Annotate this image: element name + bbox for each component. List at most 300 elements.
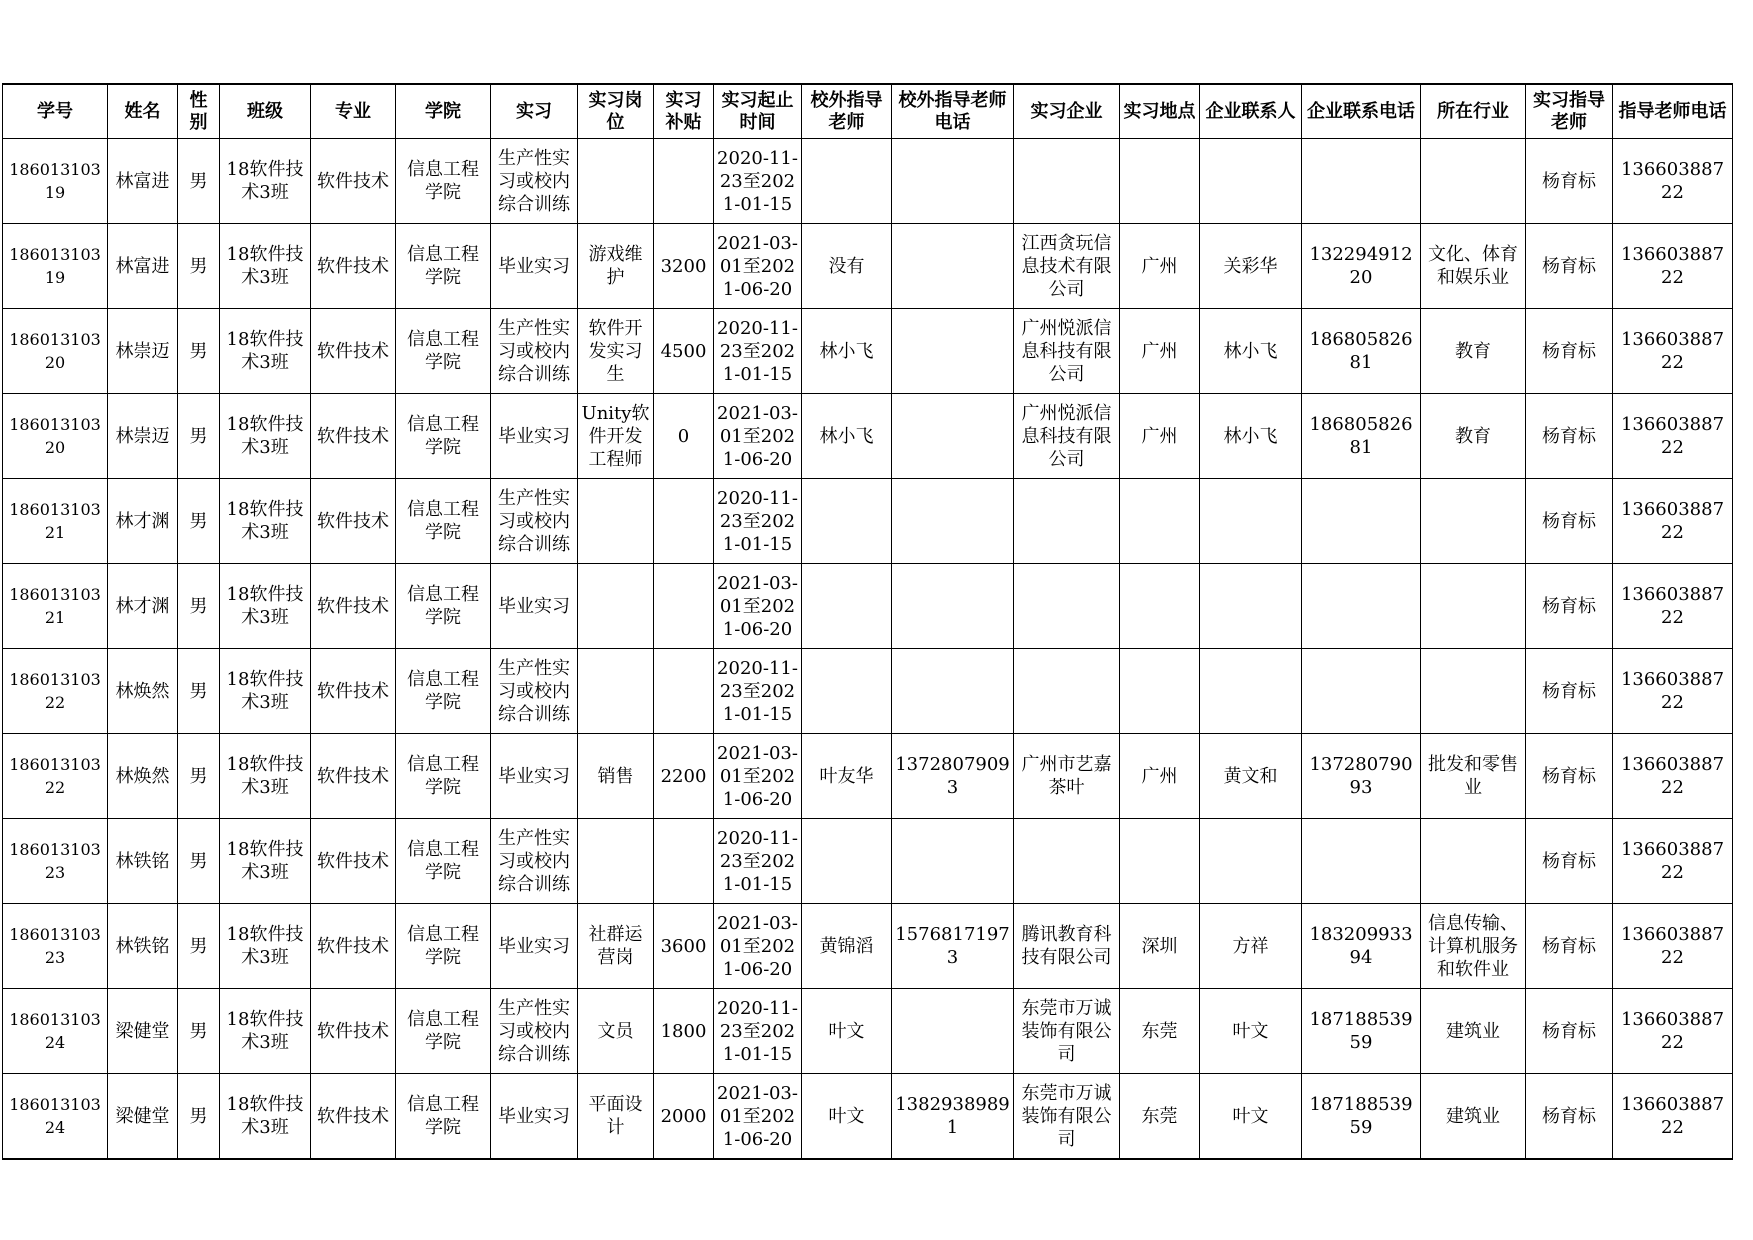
table-cell: [1421, 309, 1526, 394]
cell-text: 杨育标: [1542, 1105, 1596, 1127]
table-cell: [1014, 734, 1120, 819]
table-cell: [1421, 734, 1526, 819]
table-cell: [311, 989, 396, 1074]
table-cell: [491, 904, 578, 989]
table-cell: [802, 394, 892, 479]
cell-text: 信息工程学院: [407, 924, 479, 968]
cell-text: 18601310321: [9, 500, 101, 542]
cell-text: 教育: [1455, 425, 1491, 447]
table-cell: [178, 224, 220, 309]
cell-text: 梁健堂: [115, 1105, 170, 1127]
cell-text: 18软件技术3班: [226, 414, 304, 458]
cell-text: 13229491220: [1309, 244, 1413, 288]
cell-text: 18软件技术3班: [226, 924, 304, 968]
cell-text: 广州: [1141, 765, 1178, 787]
internship-table: [2, 83, 1733, 1160]
table-cell: [892, 564, 1014, 649]
table-cell: [108, 989, 178, 1074]
cell-text: 叶友华: [819, 765, 874, 787]
table-cell: [1200, 989, 1302, 1074]
cell-text: 13660388722: [1620, 159, 1725, 203]
cell-text: 批发和零售业: [1428, 754, 1518, 798]
table-cell: [578, 1074, 654, 1160]
cell-text: 软件技术: [317, 1105, 389, 1127]
table-row: [3, 479, 1733, 564]
cell-text: 杨育标: [1542, 510, 1596, 532]
cell-text: 信息工程学院: [407, 1094, 479, 1138]
table-cell: [311, 309, 396, 394]
cell-text: 软件开发实习生: [588, 317, 643, 385]
cell-text: 男: [189, 595, 208, 617]
table-cell: [1120, 139, 1200, 224]
table-row: [3, 564, 1733, 649]
table-cell: [178, 394, 220, 479]
table-cell: [654, 989, 714, 1074]
table-cell: [3, 989, 108, 1074]
table-cell: [491, 564, 578, 649]
cell-text: 杨育标: [1542, 170, 1596, 192]
cell-text: 18601310322: [9, 670, 101, 712]
cell-text: 林才渊: [115, 510, 170, 532]
table-cell: [1200, 394, 1302, 479]
cell-text: 杨育标: [1542, 935, 1596, 957]
cell-text: 毕业实习: [498, 765, 570, 787]
table-cell: [491, 309, 578, 394]
cell-text: 毕业实习: [498, 595, 570, 617]
table-cell: [220, 394, 311, 479]
column-header: 实习企业: [1014, 84, 1120, 139]
table-row: [3, 734, 1733, 819]
cell-text: 软件技术: [317, 340, 389, 362]
table-cell: [1613, 139, 1733, 224]
table-row: [3, 309, 1733, 394]
cell-text: 信息传输、计算机服务和软件业: [1428, 912, 1518, 980]
cell-text: 软件技术: [317, 170, 389, 192]
table-cell: [1200, 904, 1302, 989]
column-header: 校外指导老师电话: [892, 84, 1014, 139]
table-cell: [3, 139, 108, 224]
table-cell: [491, 479, 578, 564]
table-cell: [491, 394, 578, 479]
cell-text: 男: [189, 340, 208, 362]
cell-text: 信息工程学院: [407, 669, 479, 713]
table-cell: [178, 989, 220, 1074]
cell-text: 生产性实习或校内综合训练: [498, 317, 570, 385]
table-cell: [220, 734, 311, 819]
table-cell: [1613, 479, 1733, 564]
cell-text: 2021-03-01至2021-06-20: [717, 1082, 798, 1150]
table-cell: [714, 139, 802, 224]
table-cell: [220, 564, 311, 649]
table-cell: [1302, 564, 1421, 649]
cell-text: 叶文: [828, 1105, 865, 1127]
table-cell: [578, 989, 654, 1074]
table-cell: [396, 309, 491, 394]
cell-text: 信息工程学院: [407, 499, 479, 543]
cell-text: 13829389891: [895, 1094, 1010, 1138]
cell-text: 0: [677, 425, 690, 447]
table-cell: [1421, 564, 1526, 649]
cell-text: 13660388722: [1620, 244, 1725, 288]
cell-text: 男: [189, 765, 208, 787]
table-cell: [892, 479, 1014, 564]
table-cell: [654, 394, 714, 479]
cell-text: 13660388722: [1620, 329, 1725, 373]
column-header: 实习岗位: [578, 84, 654, 139]
table-cell: [220, 139, 311, 224]
table-cell: [892, 224, 1014, 309]
table-cell: [802, 819, 892, 904]
table-cell: [1014, 904, 1120, 989]
cell-text: 广州: [1141, 340, 1178, 362]
cell-text: 2020-11-23至2021-01-15: [717, 317, 798, 385]
cell-text: 18软件技术3班: [226, 159, 304, 203]
cell-text: 毕业实习: [498, 935, 570, 957]
table-cell: [892, 394, 1014, 479]
cell-text: 13660388722: [1620, 669, 1725, 713]
cell-text: 男: [189, 255, 208, 277]
table-cell: [108, 394, 178, 479]
table-cell: [714, 989, 802, 1074]
cell-text: 东莞: [1141, 1105, 1178, 1127]
cell-text: 2021-03-01至2021-06-20: [717, 232, 798, 300]
table-cell: [396, 819, 491, 904]
cell-text: 2021-03-01至2021-06-20: [717, 742, 798, 810]
table-cell: [396, 479, 491, 564]
cell-text: 教育: [1455, 340, 1491, 362]
table-cell: [714, 309, 802, 394]
cell-text: 林小飞: [1223, 425, 1278, 447]
table-cell: [1200, 309, 1302, 394]
table-cell: [802, 1074, 892, 1160]
column-header: 姓名: [108, 84, 178, 139]
cell-text: 林小飞: [1223, 340, 1278, 362]
cell-text: 东莞市万诚装饰有限公司: [1021, 1082, 1112, 1150]
table-cell: [892, 904, 1014, 989]
cell-text: 18680582681: [1309, 329, 1413, 373]
cell-text: 男: [189, 680, 208, 702]
cell-text: 信息工程学院: [407, 584, 479, 628]
cell-text: 林富进: [115, 255, 170, 277]
column-header: 企业联系电话: [1302, 84, 1421, 139]
table-cell: [714, 224, 802, 309]
table-cell: [3, 819, 108, 904]
table-cell: [802, 904, 892, 989]
table-cell: [1302, 904, 1421, 989]
table-cell: [108, 139, 178, 224]
cell-text: 18680582681: [1309, 414, 1413, 458]
table-cell: [108, 564, 178, 649]
cell-text: 软件技术: [317, 765, 389, 787]
cell-text: 信息工程学院: [407, 754, 479, 798]
cell-text: 信息工程学院: [407, 244, 479, 288]
cell-text: 2021-03-01至2021-06-20: [717, 402, 798, 470]
table-cell: [1120, 224, 1200, 309]
table-cell: [1120, 564, 1200, 649]
table-cell: [1200, 734, 1302, 819]
table-cell: [178, 309, 220, 394]
table-cell: [3, 1074, 108, 1160]
table-body: [3, 139, 1733, 1160]
table-cell: [1014, 479, 1120, 564]
cell-text: 叶文: [1232, 1020, 1269, 1042]
cell-text: 销售: [597, 765, 634, 787]
table-cell: [108, 904, 178, 989]
table-cell: [654, 479, 714, 564]
table-cell: [108, 819, 178, 904]
table-cell: [578, 479, 654, 564]
table-cell: [220, 224, 311, 309]
table-cell: [654, 564, 714, 649]
cell-text: 杨育标: [1542, 340, 1596, 362]
table-cell: [1200, 139, 1302, 224]
cell-text: 13660388722: [1620, 1094, 1725, 1138]
table-cell: [108, 649, 178, 734]
cell-text: 建筑业: [1446, 1105, 1500, 1127]
cell-text: 林才渊: [115, 595, 170, 617]
table-cell: [220, 649, 311, 734]
table-cell: [491, 1074, 578, 1160]
cell-text: 男: [189, 850, 208, 872]
table-cell: [578, 649, 654, 734]
cell-text: 18601310323: [9, 925, 101, 967]
table-cell: [1613, 564, 1733, 649]
cell-text: 生产性实习或校内综合训练: [498, 147, 570, 215]
table-cell: [1613, 989, 1733, 1074]
table-cell: [1014, 139, 1120, 224]
cell-text: 18601310320: [9, 415, 101, 457]
cell-text: 东莞市万诚装饰有限公司: [1021, 997, 1112, 1065]
table-cell: [311, 479, 396, 564]
cell-text: 男: [189, 1020, 208, 1042]
cell-text: 4500: [660, 340, 707, 362]
table-cell: [1302, 479, 1421, 564]
table-row: [3, 224, 1733, 309]
cell-text: 2021-03-01至2021-06-20: [717, 572, 798, 640]
cell-text: 林富进: [115, 170, 170, 192]
cell-text: 关彩华: [1223, 255, 1278, 277]
cell-text: 杨育标: [1542, 680, 1596, 702]
table-cell: [1200, 819, 1302, 904]
table-cell: [802, 309, 892, 394]
table-cell: [1120, 1074, 1200, 1160]
table-cell: [311, 734, 396, 819]
table-cell: [1014, 394, 1120, 479]
table-cell: [396, 649, 491, 734]
cell-text: 游戏维护: [588, 244, 643, 288]
table-row: [3, 904, 1733, 989]
cell-text: 广州市艺嘉茶叶: [1021, 754, 1112, 798]
table-cell: [3, 309, 108, 394]
table-cell: [1526, 479, 1613, 564]
table-cell: [178, 564, 220, 649]
table-cell: [578, 904, 654, 989]
table-cell: [1421, 819, 1526, 904]
column-header: 学院: [396, 84, 491, 139]
table-cell: [1014, 564, 1120, 649]
cell-text: 2020-11-23至2021-01-15: [717, 487, 798, 555]
table-cell: [578, 224, 654, 309]
cell-text: 林焕然: [115, 680, 170, 702]
cell-text: 毕业实习: [498, 1105, 570, 1127]
table-cell: [396, 989, 491, 1074]
column-header: 专业: [311, 84, 396, 139]
table-cell: [714, 394, 802, 479]
table-cell: [714, 734, 802, 819]
column-header: 企业联系人: [1200, 84, 1302, 139]
table-cell: [108, 309, 178, 394]
cell-text: 软件技术: [317, 1020, 389, 1042]
table-cell: [491, 224, 578, 309]
cell-text: 林小飞: [819, 340, 874, 362]
column-header: 实习指导老师: [1526, 84, 1613, 139]
cell-text: 杨育标: [1542, 850, 1596, 872]
cell-text: 腾讯教育科技有限公司: [1021, 924, 1112, 968]
table-cell: [1302, 989, 1421, 1074]
table-cell: [1421, 394, 1526, 479]
table-cell: [220, 479, 311, 564]
table-cell: [1200, 564, 1302, 649]
table-cell: [892, 139, 1014, 224]
cell-text: 广州: [1141, 425, 1178, 447]
cell-text: 杨育标: [1542, 425, 1596, 447]
table-cell: [1302, 309, 1421, 394]
cell-text: 男: [189, 170, 208, 192]
table-cell: [108, 479, 178, 564]
cell-text: 18软件技术3班: [226, 329, 304, 373]
table-cell: [1014, 819, 1120, 904]
table-cell: [311, 819, 396, 904]
table-cell: [178, 139, 220, 224]
table-cell: [491, 649, 578, 734]
table-cell: [396, 139, 491, 224]
cell-text: 叶文: [1232, 1105, 1269, 1127]
cell-text: 18601310321: [9, 585, 101, 627]
table-cell: [1200, 479, 1302, 564]
table-cell: [1526, 224, 1613, 309]
cell-text: 林崇迈: [115, 340, 170, 362]
table-cell: [714, 1074, 802, 1160]
cell-text: 18601310319: [9, 245, 101, 287]
table-cell: [714, 649, 802, 734]
table-cell: [311, 1074, 396, 1160]
table-cell: [654, 224, 714, 309]
cell-text: 18601310324: [9, 1095, 101, 1137]
cell-text: 18软件技术3班: [226, 669, 304, 713]
cell-text: 2020-11-23至2021-01-15: [717, 147, 798, 215]
table-cell: [578, 564, 654, 649]
table-cell: [1421, 139, 1526, 224]
cell-text: 男: [189, 1105, 208, 1127]
cell-text: 18601310324: [9, 1010, 101, 1052]
table-cell: [1421, 904, 1526, 989]
table-cell: [578, 139, 654, 224]
cell-text: 软件技术: [317, 680, 389, 702]
table-cell: [3, 649, 108, 734]
table-cell: [1613, 309, 1733, 394]
cell-text: 杨育标: [1542, 255, 1596, 277]
table-header: [3, 84, 1733, 139]
table-cell: [1526, 1074, 1613, 1160]
table-cell: [1120, 309, 1200, 394]
cell-text: 文员: [597, 1020, 634, 1042]
cell-text: 男: [189, 935, 208, 957]
table-cell: [311, 394, 396, 479]
table-row: [3, 989, 1733, 1074]
table-cell: [3, 224, 108, 309]
table-cell: [220, 904, 311, 989]
table-cell: [1613, 734, 1733, 819]
table-cell: [802, 564, 892, 649]
table-cell: [714, 819, 802, 904]
column-header: 所在行业: [1421, 84, 1526, 139]
table-cell: [1200, 649, 1302, 734]
column-header: 实习: [491, 84, 578, 139]
table-cell: [714, 479, 802, 564]
column-header: 学号: [3, 84, 108, 139]
table-cell: [220, 989, 311, 1074]
table-cell: [311, 564, 396, 649]
table-cell: [220, 1074, 311, 1160]
table-cell: [802, 734, 892, 819]
table-cell: [396, 394, 491, 479]
cell-text: 黄锦滔: [819, 935, 874, 957]
table-cell: [802, 224, 892, 309]
table-cell: [1526, 989, 1613, 1074]
table-cell: [1302, 394, 1421, 479]
cell-text: 黄文和: [1223, 765, 1278, 787]
table-cell: [802, 139, 892, 224]
cell-text: 信息工程学院: [407, 414, 479, 458]
cell-text: 信息工程学院: [407, 839, 479, 883]
table-cell: [108, 734, 178, 819]
cell-text: 林焕然: [115, 765, 170, 787]
table-cell: [491, 989, 578, 1074]
table-cell: [1302, 139, 1421, 224]
table-cell: [1613, 904, 1733, 989]
cell-text: 生产性实习或校内综合训练: [498, 487, 570, 555]
table-cell: [578, 734, 654, 819]
table-cell: [1613, 819, 1733, 904]
table-row: [3, 649, 1733, 734]
cell-text: 13728079093: [895, 754, 1010, 798]
cell-text: 2200: [660, 765, 707, 787]
cell-text: 2021-03-01至2021-06-20: [717, 912, 798, 980]
cell-text: 文化、体育和娱乐业: [1428, 244, 1518, 288]
table-cell: [1014, 224, 1120, 309]
cell-text: 深圳: [1141, 935, 1178, 957]
table-cell: [1200, 224, 1302, 309]
cell-text: 社群运营岗: [588, 924, 643, 968]
table-cell: [3, 564, 108, 649]
table-cell: [3, 394, 108, 479]
table-cell: [892, 989, 1014, 1074]
table-cell: [1526, 904, 1613, 989]
cell-text: 18601310323: [9, 840, 101, 882]
cell-text: 软件技术: [317, 255, 389, 277]
cell-text: 15768171973: [895, 924, 1010, 968]
cell-text: 18601310319: [9, 160, 101, 202]
table-cell: [311, 224, 396, 309]
cell-text: 13660388722: [1620, 414, 1725, 458]
cell-text: 梁健堂: [115, 1020, 170, 1042]
table-cell: [1526, 139, 1613, 224]
table-cell: [802, 479, 892, 564]
table-cell: [714, 564, 802, 649]
column-header: 性别: [178, 84, 220, 139]
table-cell: [654, 649, 714, 734]
table-row: [3, 139, 1733, 224]
